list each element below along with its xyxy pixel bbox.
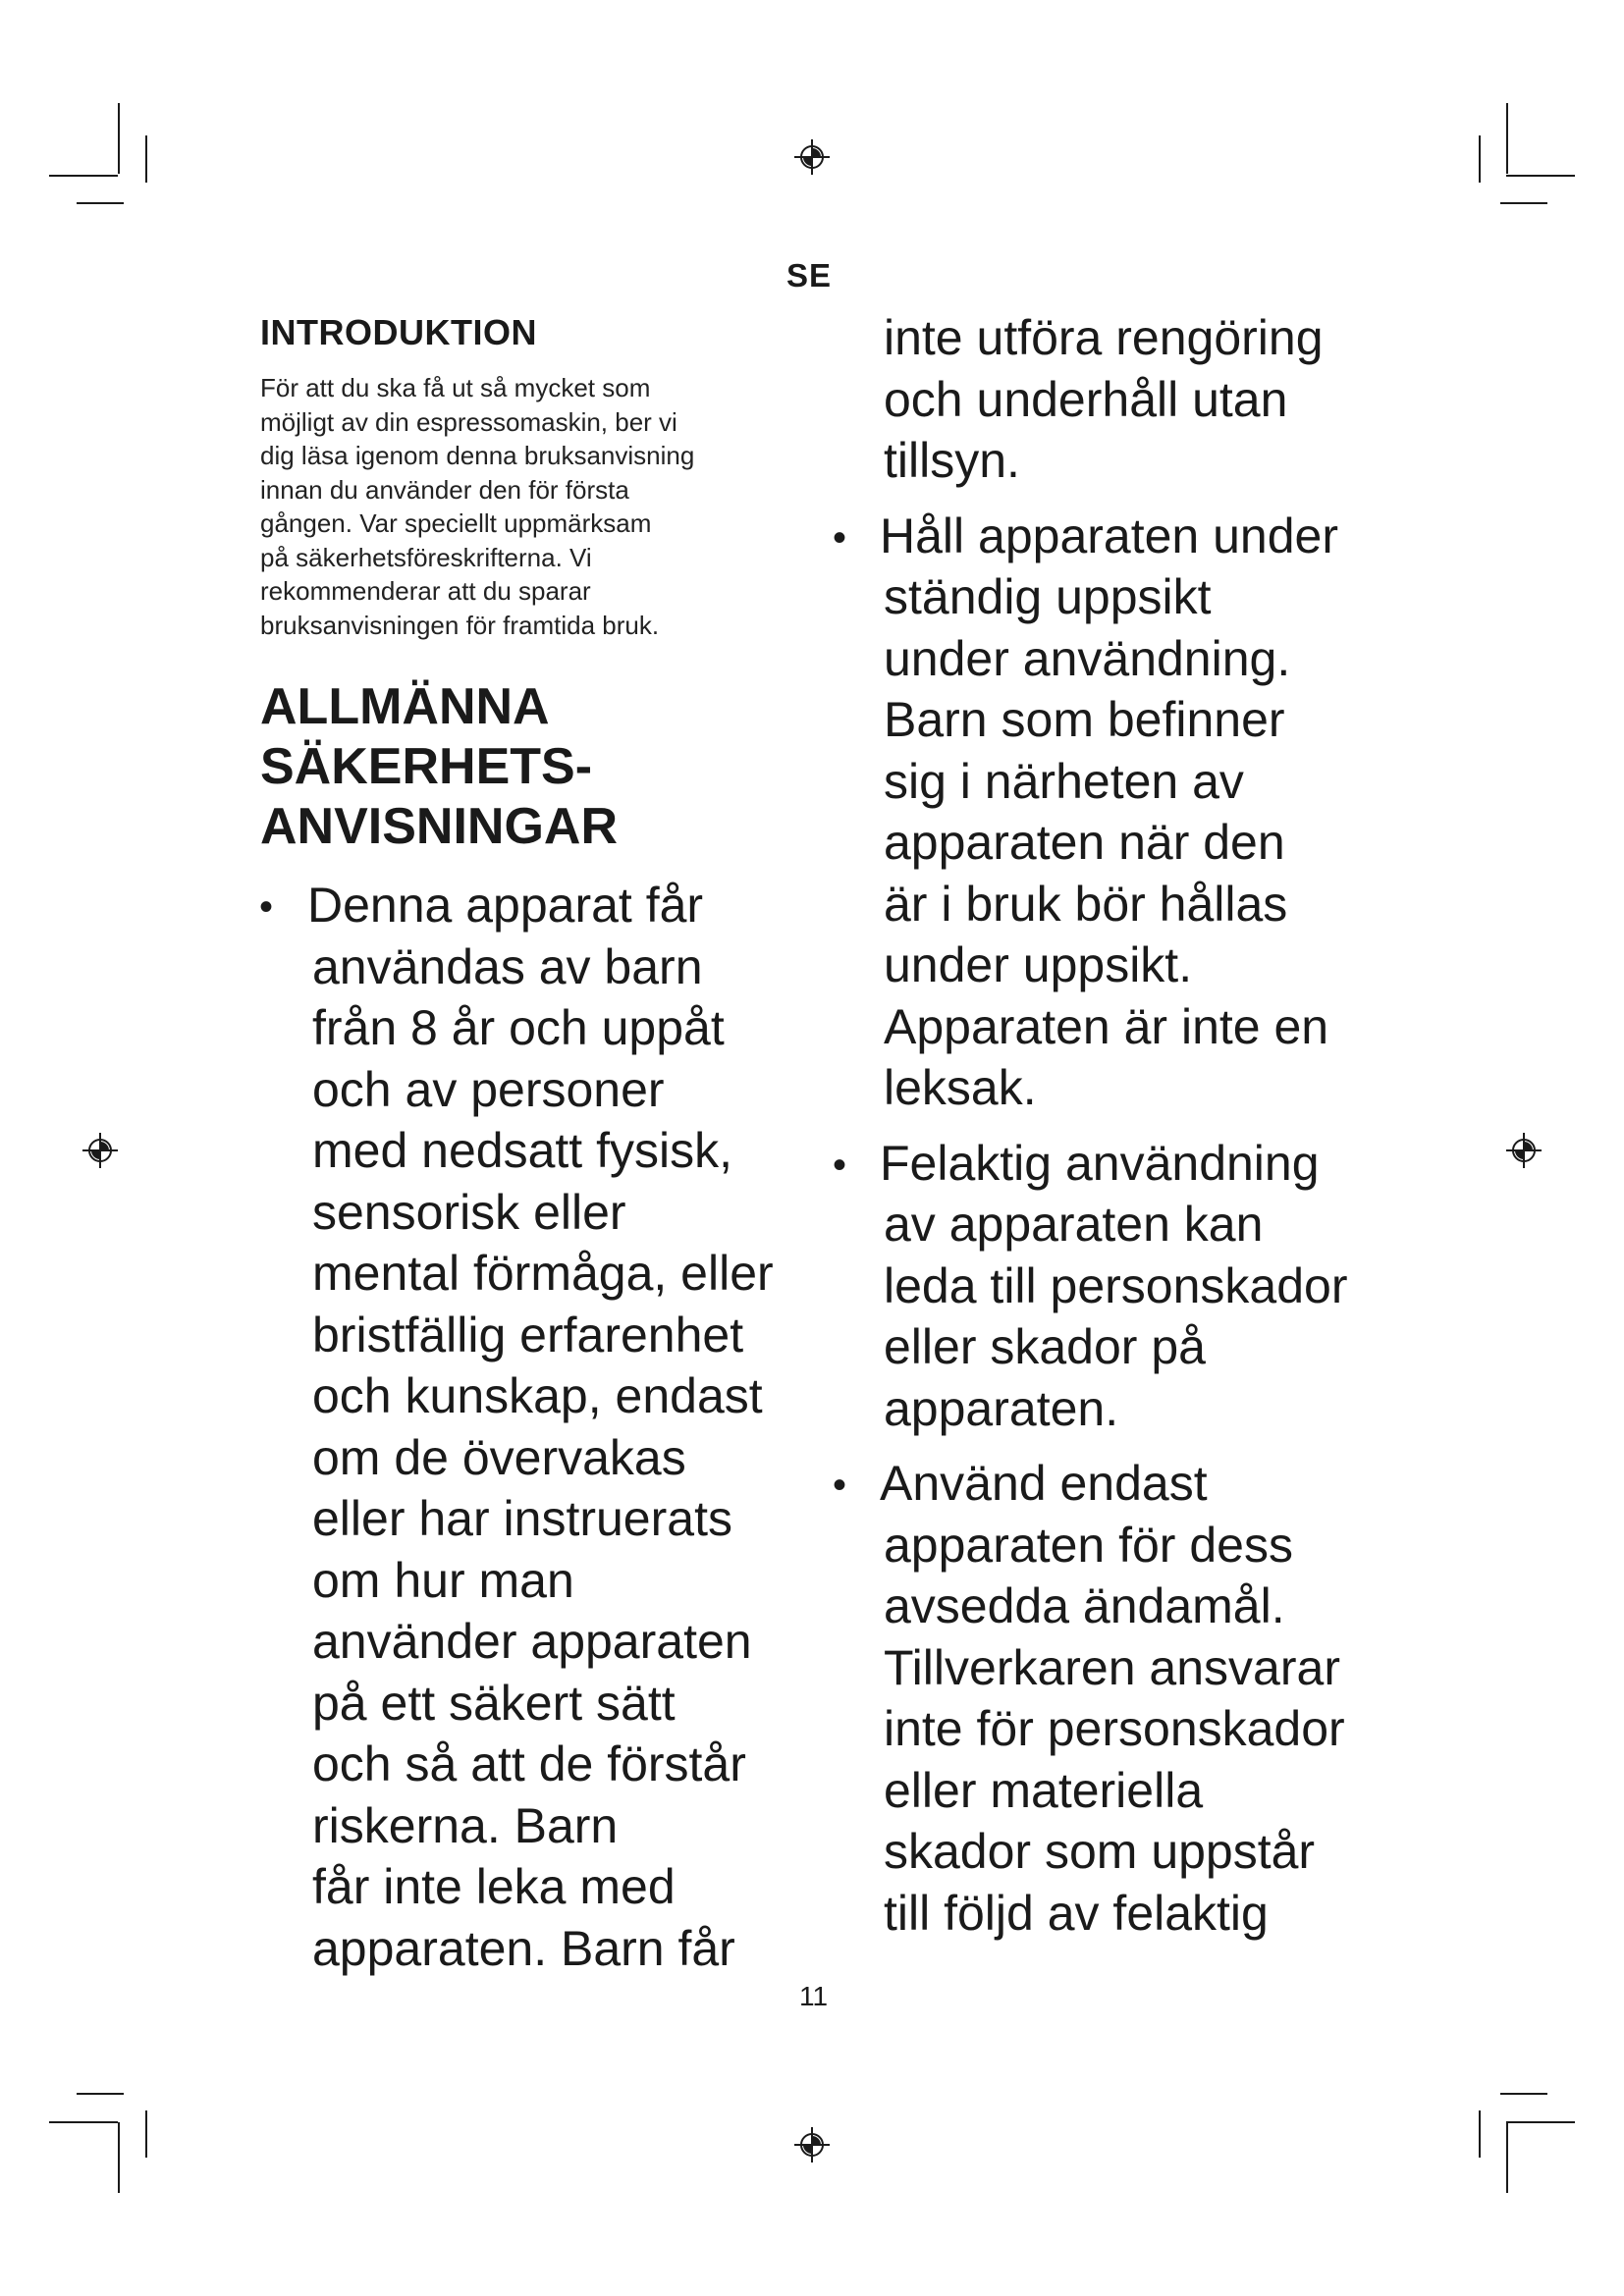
list-item-line: leksak. [884, 1060, 1037, 1115]
list-item-line: om hur man [312, 1552, 574, 1608]
crop-mark [118, 2122, 120, 2193]
crop-mark [1500, 202, 1547, 204]
list-item-line: Apparaten är inte en [884, 998, 1329, 1054]
list-item-line: till följd av felaktig [884, 1885, 1269, 1941]
crop-mark [145, 135, 147, 183]
registration-mark-icon [81, 1131, 120, 1170]
list-item-line: användas av barn [312, 938, 703, 994]
right-column [833, 307, 1348, 1944]
crop-mark [118, 103, 120, 174]
list-item-line: Denna apparat får [307, 878, 704, 933]
page-number: 11 [799, 1981, 829, 2011]
list-item-line: med nedsatt fysisk, [312, 1123, 732, 1178]
bullet-icon: • [833, 1143, 847, 1187]
intro-line: rekommenderar att du sparar [260, 576, 591, 606]
list-item-line: från 8 år och uppåt [312, 1000, 725, 1055]
crop-mark [1506, 175, 1575, 177]
crop-mark [145, 2110, 147, 2158]
intro-line: på säkerhetsföreskrifterna. Vi [260, 542, 592, 572]
list-item-line: och av personer [312, 1061, 665, 1117]
list-item-line: om de övervakas [312, 1429, 686, 1485]
crop-mark [77, 2093, 124, 2095]
list-item [259, 875, 774, 1979]
intro-line: gången. Var speciellt uppmärksam [260, 508, 652, 538]
intro-line: För att du ska få ut så mycket som [260, 373, 651, 402]
list-item-line: Tillverkaren ansvarar [884, 1639, 1340, 1695]
list-item-line: sensorisk eller [312, 1184, 626, 1240]
safety-heading-line: SÄKERHETS- [260, 738, 593, 795]
list-item [833, 1133, 1348, 1440]
registration-mark-icon [792, 2125, 832, 2164]
list-item-line: riskerna. Barn [312, 1797, 619, 1853]
list-item-line: inte för personskador [884, 1701, 1345, 1756]
bullet-icon: • [259, 885, 274, 929]
list-item-line: Felaktig användning [880, 1135, 1320, 1191]
intro-line: dig läsa igenom denna bruksanvisning [260, 441, 695, 470]
crop-mark [77, 202, 124, 204]
list-item-line: ständig uppsikt [884, 569, 1212, 624]
list-item-line: Håll apparaten under [880, 507, 1338, 563]
continuation-text [884, 307, 1348, 492]
list-item-line: är i bruk bör hållas [884, 876, 1288, 932]
list-item-line: under uppsikt. [884, 937, 1193, 992]
bullet-icon: • [833, 1464, 847, 1507]
list-item-line: apparaten. Barn får [312, 1920, 735, 1976]
bullet-icon: • [833, 515, 847, 560]
list-item-line: sig i närheten av [884, 753, 1244, 809]
safety-heading-line: ANVISNINGAR [260, 798, 619, 855]
left-column [259, 875, 774, 1979]
list-item-line: Använd endast [880, 1456, 1208, 1511]
list-item-line: Barn som befinner [884, 692, 1285, 747]
language-code: SE [786, 257, 833, 294]
list-item-line: och kunskap, endast [312, 1368, 763, 1423]
list-item-line: bristfällig erfarenhet [312, 1307, 744, 1362]
list-item-line: tillsyn. [884, 433, 1020, 488]
crop-mark [49, 2121, 118, 2123]
list-item-line: leda till personskador [884, 1257, 1348, 1313]
list-item-line: skador som uppstår [884, 1824, 1316, 1879]
list-item [833, 1453, 1348, 1944]
list-item-line: får inte leka med [312, 1859, 676, 1914]
intro-line: innan du använder den för första [260, 474, 629, 505]
list-item-line: under användning. [884, 630, 1291, 686]
crop-mark [1500, 2093, 1547, 2095]
list-item-line: apparaten för dess [884, 1517, 1293, 1573]
safety-heading-line: ALLMÄNNA [260, 678, 550, 735]
intro-heading: INTRODUKTION [260, 312, 537, 352]
list-item-line: och underhåll utan [884, 371, 1288, 427]
crop-mark [1506, 2121, 1575, 2123]
list-item-line: av apparaten kan [884, 1197, 1264, 1252]
list-item-line: använder apparaten [312, 1614, 752, 1669]
crop-mark [49, 175, 118, 177]
list-item-line: apparaten när den [884, 815, 1285, 870]
intro-line: bruksanvisningen för framtida bruk. [260, 610, 660, 640]
list-item [833, 506, 1348, 1119]
list-item-line: eller materiella [884, 1762, 1204, 1818]
crop-mark [1506, 103, 1508, 174]
intro-paragraph [260, 371, 761, 642]
intro-line: möjligt av din espressomaskin, ber vi [260, 406, 677, 437]
registration-mark-icon [1504, 1131, 1543, 1170]
list-item-line: eller har instruerats [312, 1491, 732, 1546]
list-item-line: avsedda ändamål. [884, 1578, 1285, 1633]
list-item-line: inte utföra rengöring [884, 310, 1324, 365]
registration-mark-icon [792, 137, 832, 177]
list-item-line: på ett säkert sätt [312, 1675, 676, 1731]
crop-mark [1479, 135, 1481, 183]
list-item-line: apparaten. [884, 1380, 1119, 1436]
crop-mark [1506, 2122, 1508, 2193]
list-item-line: mental förmåga, eller [312, 1246, 774, 1301]
list-item-line: eller skador på [884, 1319, 1206, 1374]
crop-mark [1479, 2110, 1481, 2158]
list-item-line: och så att de förstår [312, 1736, 746, 1791]
safety-heading [260, 677, 618, 857]
